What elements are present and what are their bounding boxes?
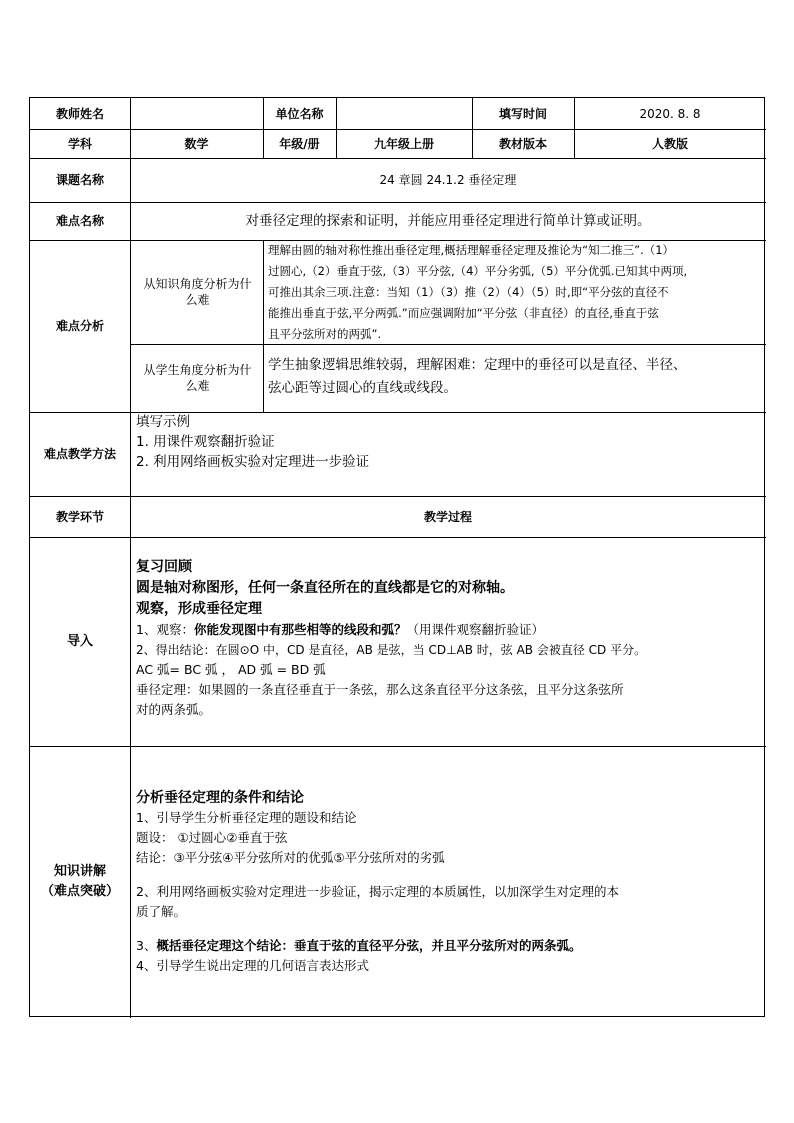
review-title: 复习回顾 xyxy=(136,559,192,575)
lecture-item-1: 1、引导学生分析垂径定理的题设和结论 xyxy=(136,810,357,825)
row-divider xyxy=(30,746,766,747)
unit-name-value xyxy=(336,98,472,129)
text-line: 弦心距等过圆心的直线或线段。 xyxy=(268,380,457,396)
lecture-content xyxy=(136,788,762,976)
subject-label: 学科 xyxy=(67,136,92,151)
grade-label: 年级/册 xyxy=(279,136,320,151)
lecture-item-2-cont: 质了解。 xyxy=(136,904,187,919)
step-1: 1、观察：你能发现图中有那些相等的线段和弧？（用课件观察翻折验证） xyxy=(136,622,544,637)
review-text: 圆是轴对称图形，任何一条直径所在的直线都是它的对称轴。 xyxy=(136,580,514,596)
arc-equalities: AC 弧= BC 弧 ， AD 弧 = BD 弧 xyxy=(136,662,326,677)
premise-line: 题设： ①过圆心②垂直于弦 xyxy=(136,830,288,845)
lecture-title: 分析垂径定理的条件和结论 xyxy=(136,790,304,806)
lecture-label: 知识讲解 xyxy=(53,864,106,879)
text-line: 填写示例 xyxy=(136,414,190,430)
edition-value: 人教版 xyxy=(651,136,688,151)
fill-time-value: 2020. 8. 8 xyxy=(639,106,701,121)
lecture-item-4: 4、引导学生说出定理的几何语言表达形式 xyxy=(136,958,369,973)
knowledge-angle-label: 从知识角度分析为什么难 xyxy=(143,277,252,307)
grade-value: 九年级上册 xyxy=(373,136,434,151)
fill-time-label: 填写时间 xyxy=(498,106,547,121)
topic-label: 课题名称 xyxy=(55,173,104,187)
text-line: 1. 用课件观察翻折验证 xyxy=(136,434,275,450)
lecture-label-cell xyxy=(30,746,130,1018)
topic-value: 24 章圆 24.1.2 垂径定理 xyxy=(379,173,517,187)
lesson-plan-table xyxy=(29,97,765,1017)
teaching-process-label: 教学过程 xyxy=(423,509,472,524)
text-line: 能推出垂直于弦,平分两弧.”而应强调附加“平分弦（非直径）的直径,垂直于弦 xyxy=(268,306,659,320)
observe-title: 观察，形成垂径定理 xyxy=(136,601,262,617)
text-line: 学生抽象逻辑思维较弱，理解困难：定理中的垂径可以是直径、半径、 xyxy=(268,357,687,373)
text-line: 且平分弦所对的两弧”. xyxy=(268,327,382,341)
difficulty-value: 对垂径定理的探索和证明，并能应用垂径定理进行简单计算或证明。 xyxy=(245,213,651,229)
difficulty-label: 难点名称 xyxy=(55,214,104,228)
lecture-sublabel: （难点突破） xyxy=(40,884,119,899)
analysis-label: 难点分析 xyxy=(55,319,104,333)
theorem-line: 对的两条弧。 xyxy=(136,702,212,717)
step-2: 2、得出结论：在圆⊙O 中，CD 是直径，AB 是弦，当 CD⊥AB 时，弦 AB 会被直径 CD 平分。 xyxy=(136,643,647,657)
text-line: 理解由圆的轴对称性推出垂径定理,概括理解垂径定理及推论为“知二推三”.（1） xyxy=(268,243,675,257)
text-line: 2. 利用网络画板实验对定理进一步验证 xyxy=(136,454,370,470)
conclusion-line: 结论：③平分弦④平分弦所对的优弧⑤平分弦所对的劣弧 xyxy=(136,850,445,865)
intro-label: 导入 xyxy=(66,633,93,649)
subject-value: 数学 xyxy=(184,136,209,151)
edition-label: 教材版本 xyxy=(498,136,547,151)
teacher-name-label: 教师姓名 xyxy=(55,106,104,121)
student-angle-label: 从学生角度分析为什么难 xyxy=(143,363,252,393)
unit-name-label: 单位名称 xyxy=(275,106,324,121)
knowledge-analysis-text xyxy=(268,240,762,345)
text-line: 可推出其余三项.注意：当知（1）（3）推（2）（4）（5）时,即“平分弦的直径不 xyxy=(268,285,669,299)
theorem-line: 垂径定理：如果圆的一条直径垂直于一条弦，那么这条直径平分这条弦，且平分这条弦所 xyxy=(136,682,624,697)
text-line: 过圆心,（2）垂直于弦,（3）平分弦,（4）平分劣弧,（5）平分优弧.已知其中两项, xyxy=(268,264,688,278)
teacher-name-value xyxy=(130,98,263,129)
row-divider xyxy=(30,537,766,538)
teaching-stage-label: 教学环节 xyxy=(55,509,104,524)
lecture-item-2: 2、利用网络画板实验对定理进一步验证，揭示定理的本质属性，以加深学生对定理的本 xyxy=(136,884,619,899)
intro-content xyxy=(136,557,762,720)
col-divider xyxy=(263,240,264,412)
teaching-method-text xyxy=(136,412,756,472)
teaching-method-label: 难点教学方法 xyxy=(43,447,116,461)
student-analysis-text xyxy=(268,354,762,400)
lecture-item-3: 3、概括垂径定理这个结论：垂直于弦的直径平分弦，并且平分弦所对的两条弧。 xyxy=(136,938,582,953)
